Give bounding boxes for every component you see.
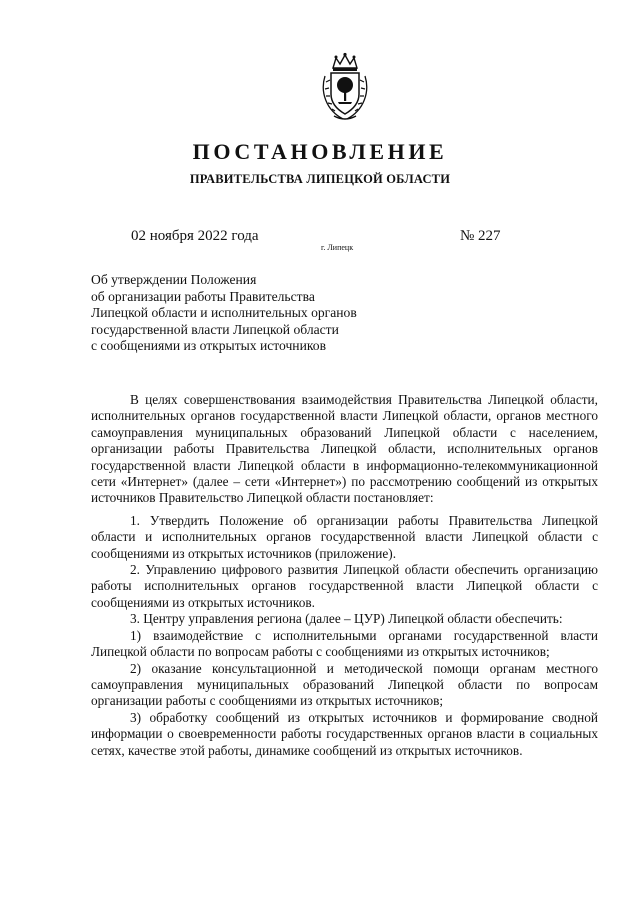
subject-line: государственной власти Липецкой области — [91, 321, 339, 337]
subject-line: об организации работы Правительства — [91, 288, 315, 304]
document-number: № 227 — [460, 228, 501, 244]
subject-line: Об утверждении Положения — [91, 272, 257, 287]
document-body — [91, 392, 598, 759]
item-3-2-paragraph: 2) оказание консультационной и методической помощи органам местного самоуправления муниципальных образований Липецкой области по вопросам организации работы с сообщениями из открытых источников; — [91, 660, 598, 709]
item-2-paragraph: 2. Управлению цифрового развития Липецкой области обеспечить организацию работы исполнительных органов государственной власти Липецкой области с сообщениями из открытых источников. — [91, 562, 598, 610]
subject-line: Липецкой области и исполнительных органов — [91, 305, 357, 321]
item-3-1-paragraph: 1) взаимодействие с исполнительными органами государственной власти Липецкой области по вопросам работы с сообщениями из открытых источников; — [91, 627, 598, 660]
subject-line: с сообщениями из открытых источников — [91, 338, 326, 354]
document-subject — [91, 272, 421, 355]
document-date: 02 ноября 2022 года — [131, 228, 259, 244]
document-city: г. Липецк — [321, 243, 354, 252]
document-title: ПОСТАНОВЛЕНИЕ — [192, 139, 448, 164]
preamble-paragraph: В целях совершенствования взаимодействия Правительства Липецкой области, исполнительных органов государственной власти Липецкой области, органов местного самоуправления муниципальных образований Липецкой области с населением, организации работы Правительства Липецкой области, исполнительных органов государственной власти Липецкой области в информационно-телекоммуникационной сети «Интернет» (далее – сети «Интернет») по рассмотрению сообщений из открытых источников Правительство Липецкой области постановляет: — [91, 392, 598, 506]
item-1-paragraph: 1. Утвердить Положение об организации работы Правительства Липецкой области и исполнительных органов государственной власти Липецкой области с сообщениями из открытых источников (приложение). — [91, 512, 598, 561]
item-3-3-paragraph: 3) обработку сообщений из открытых источников и формирование сводной информации о своевременности работы государственных органов власти в социальных сетях, качестве этой работы, динамике сообщений из открытых источников. — [91, 709, 598, 758]
coat-of-arms-icon — [322, 52, 368, 122]
issuing-authority: ПРАВИТЕЛЬСТВА ЛИПЕЦКОЙ ОБЛАСТИ — [189, 172, 451, 186]
item-3-paragraph: 3. Центру управления региона (далее – ЦУР) Липецкой области обеспечить: — [130, 611, 563, 627]
